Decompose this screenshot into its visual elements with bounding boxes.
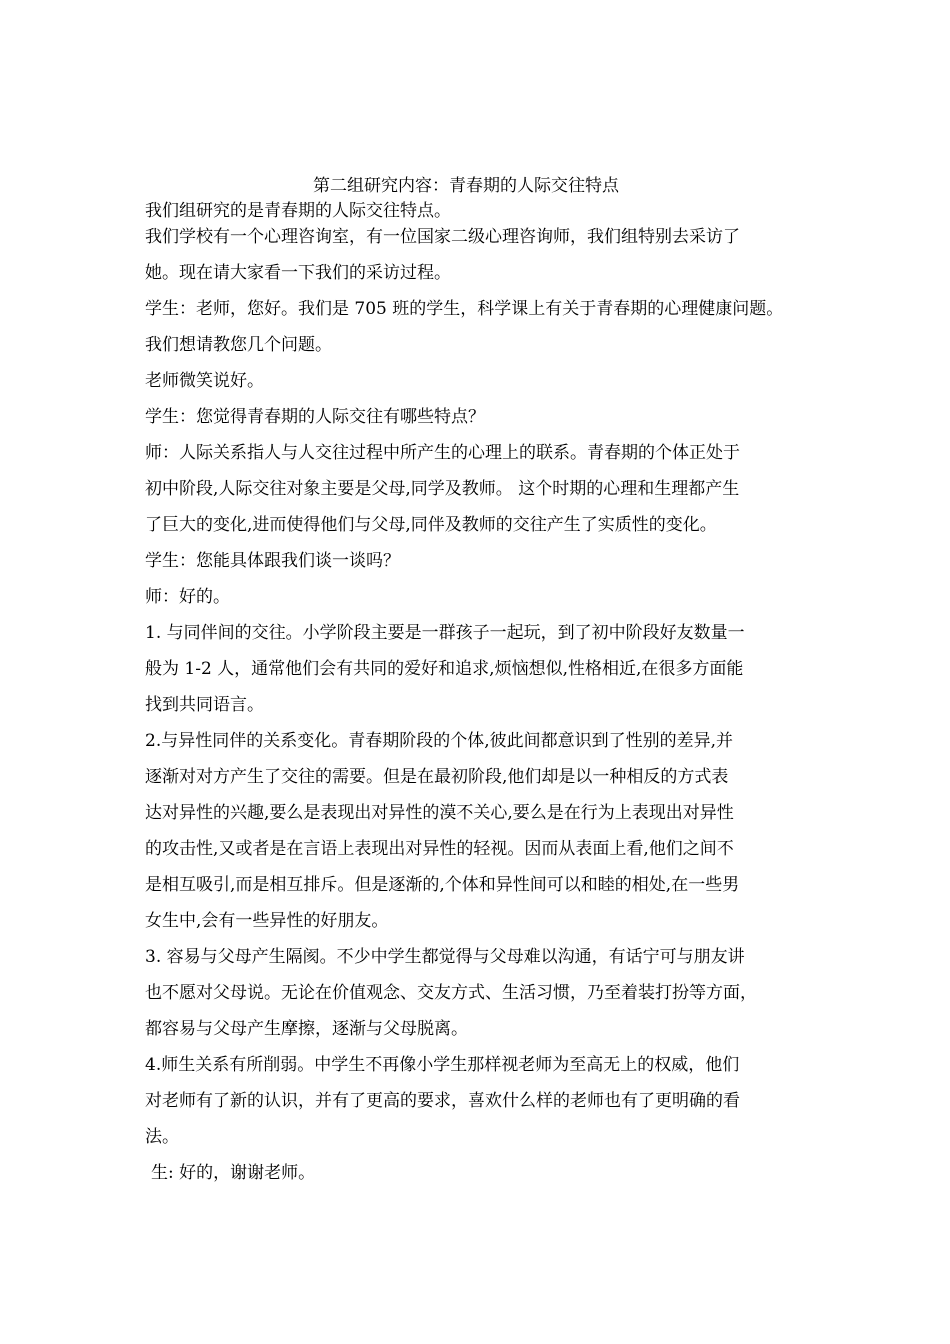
paragraph-line: 找到共同语言。 xyxy=(145,695,264,715)
paragraph-line: 也不愿对父母说。无论在价值观念、交友方式、生活习惯，乃至着装打扮等方面， xyxy=(145,983,757,1003)
paragraph-line: 我们组研究的是青春期的人际交往特点。 xyxy=(145,201,451,221)
closing-line: 生: 好的，谢谢老师。 xyxy=(151,1163,316,1183)
paragraph-line: 我们想请教您几个问题。 xyxy=(145,335,332,355)
paragraph-line: 法。 xyxy=(145,1127,179,1147)
paragraph-line: 学生：老师，您好。我们是 705 班的学生，科学课上有关于青春期的心理健康问题。 xyxy=(145,299,784,319)
paragraph-line: 达对异性的兴趣,要么是表现出对异性的漠不关心,要么是在行为上表现出对异性 xyxy=(145,803,734,823)
paragraph-line: 4.师生关系有所削弱。中学生不再像小学生那样视老师为至高无上的权威，他们 xyxy=(145,1055,740,1075)
paragraph-line: 般为 1-2 人，通常他们会有共同的爱好和追求,烦恼想似,性格相近,在很多方面能 xyxy=(145,659,744,679)
paragraph-line: 初中阶段,人际交往对象主要是父母,同学及教师。 这个时期的心理和生理都产生 xyxy=(145,479,740,499)
paragraph-line: 了巨大的变化,进而使得他们与父母,同伴及教师的交往产生了实质性的变化。 xyxy=(145,515,717,535)
paragraph-line: 老师微笑说好。 xyxy=(145,371,264,391)
paragraph-line: 我们学校有一个心理咨询室，有一位国家二级心理咨询师，我们组特别去采访了 xyxy=(145,227,740,247)
paragraph-line: 的攻击性,又或者是在言语上表现出对异性的轻视。因而从表面上看,他们之间不 xyxy=(145,839,734,859)
paragraph-line: 女生中,会有一些异性的好朋友。 xyxy=(145,911,389,931)
paragraph-line: 3. 容易与父母产生隔阂。不少中学生都觉得与父母难以沟通，有话宁可与朋友讲 xyxy=(145,947,745,967)
paragraph-line: 师：人际关系指人与人交往过程中所产生的心理上的联系。青春期的个体正处于 xyxy=(145,443,740,463)
paragraph-line: 2.与异性同伴的关系变化。青春期阶段的个体,彼此间都意识到了性别的差异,并 xyxy=(145,731,734,751)
paragraph-line: 学生：您能具体跟我们谈一谈吗？ xyxy=(145,551,400,571)
paragraph-line: 学生：您觉得青春期的人际交往有哪些特点？ xyxy=(145,407,485,427)
document-title: 第二组研究内容：青春期的人际交往特点 xyxy=(313,176,619,196)
document-page xyxy=(145,0,817,1344)
document-body xyxy=(145,199,817,1196)
paragraph-line: 对老师有了新的认识，并有了更高的要求，喜欢什么样的老师也有了更明确的看 xyxy=(145,1091,740,1111)
paragraph-line: 她。现在请大家看一下我们的采访过程。 xyxy=(145,263,451,283)
paragraph-line: 逐渐对对方产生了交往的需要。但是在最初阶段,他们却是以一种相反的方式表 xyxy=(145,767,729,787)
paragraph-line: 师：好的。 xyxy=(145,587,230,607)
paragraph-line: 都容易与父母产生摩擦，逐渐与父母脱离。 xyxy=(145,1019,468,1039)
paragraph-line: 1. 与同伴间的交往。小学阶段主要是一群孩子一起玩，到了初中阶段好友数量一 xyxy=(145,623,745,643)
paragraph-line: 是相互吸引,而是相互排斥。但是逐渐的,个体和异性间可以和睦的相处,在一些男 xyxy=(145,875,740,895)
